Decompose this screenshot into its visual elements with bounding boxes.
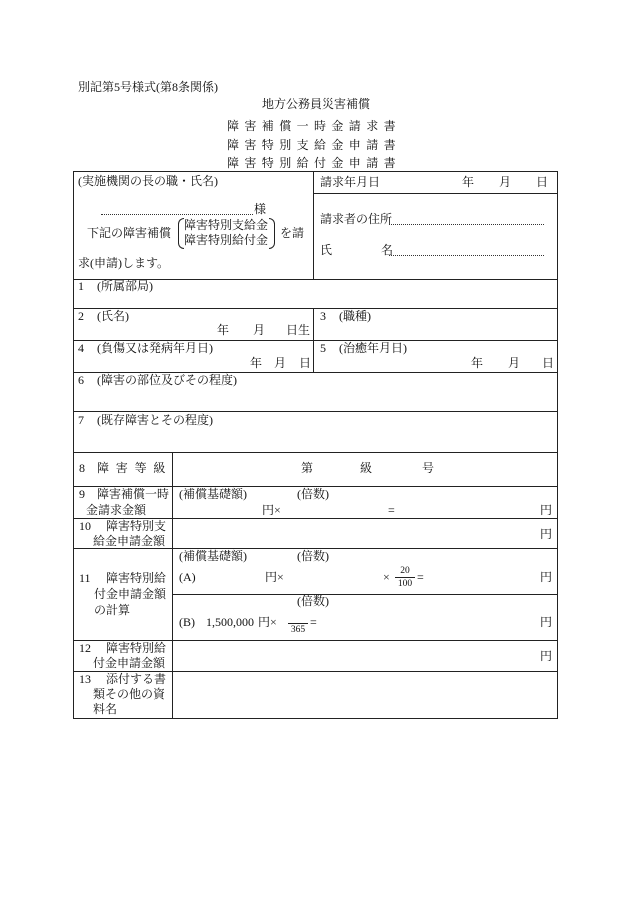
cure-year: 年	[471, 356, 484, 370]
statement-end: 求(申請)します。	[78, 256, 170, 270]
injury-date-label: (負傷又は発病年月日)	[97, 341, 213, 355]
injury-month: 月	[274, 356, 287, 370]
benefit-calc-label-line-1: 障害特別給	[106, 571, 167, 585]
birth-year: 年	[217, 323, 230, 337]
multiplier-label: (倍数)	[297, 487, 329, 501]
honorific: 様	[254, 202, 267, 216]
job-label: (職種)	[339, 309, 371, 323]
fixed-amount: 1,500,000	[206, 615, 254, 629]
item-number: 3	[320, 309, 326, 323]
special-benefit-label-line-2: 付金申請金額	[93, 656, 166, 670]
lump-sum-label-line-1: 障害補償一時	[97, 487, 170, 501]
item-number: 2	[78, 309, 84, 323]
yen-unit: 円	[540, 570, 553, 584]
special-benefit-label-line-1: 障害特別給	[106, 641, 167, 655]
base-amount-label: (補償基礎額)	[179, 549, 247, 563]
request-date-day: 日	[536, 175, 549, 189]
equals-sign: =	[310, 615, 317, 629]
fraction-denominator: 365	[290, 625, 306, 635]
item-number: 12	[79, 641, 91, 655]
times-sign: ×	[383, 570, 390, 584]
form-title-lump-sum: 障害補償一時金請求書	[227, 119, 402, 133]
bracket-option-special-benefit: 障害特別給付金	[184, 233, 269, 247]
grade-unit-dai: 第	[301, 461, 314, 475]
item-number: 1	[78, 279, 84, 293]
birth-month: 月	[253, 323, 266, 337]
birth-day: 日生	[286, 323, 311, 337]
form-title-special-allowance: 障害特別支給金申請書	[227, 138, 402, 152]
item-number: 4	[78, 341, 84, 355]
yen-unit: 円	[540, 527, 553, 541]
multiplier-label: (倍数)	[297, 549, 329, 563]
request-date-month: 月	[499, 175, 512, 189]
item-number: 5	[320, 341, 326, 355]
item-number: 6	[78, 373, 84, 387]
yen-unit: 円	[540, 649, 553, 663]
calc-tag-a: (A)	[179, 570, 196, 584]
name-label: (氏名)	[97, 309, 129, 323]
grade-unit-go: 号	[422, 461, 435, 475]
fraction-numerator: 20	[400, 566, 410, 576]
base-amount-label: (補償基礎額)	[179, 487, 247, 501]
attachments-label-line-1: 添付する書	[106, 672, 167, 686]
attachments-label-line-2: 類その他の資	[93, 687, 166, 701]
claimant-address-label: 請求者の住所	[320, 212, 393, 226]
yen-times: 円×	[262, 503, 281, 517]
yen-times: 円×	[258, 615, 277, 629]
claimant-name-label-1: 氏	[320, 243, 333, 257]
existing-disability-label: (既存障害とその程度)	[97, 413, 213, 427]
table-frame	[73, 171, 558, 719]
cure-month: 月	[508, 356, 521, 370]
special-allowance-label-line-1: 障害特別支	[106, 519, 167, 533]
special-allowance-label-line-2: 給金申請金額	[93, 534, 166, 548]
form-reference: 別記第5号様式(第8条関係)	[78, 80, 218, 94]
yen-times: 円×	[265, 570, 284, 584]
grade-label: 障害等級	[97, 461, 173, 475]
item-number: 8	[79, 461, 85, 475]
request-date-label: 請求年月日	[320, 175, 381, 189]
equals-sign: =	[417, 570, 424, 584]
dept-label: (所属部局)	[97, 279, 153, 293]
injury-year: 年	[250, 356, 263, 370]
yen-unit: 円	[540, 615, 553, 629]
item-number: 10	[79, 519, 91, 533]
claimant-name-label-2: 名	[381, 243, 394, 257]
statement-prefix: 下記の障害補償	[87, 226, 172, 240]
fraction-denominator: 100	[397, 579, 413, 589]
multiplier-label: (倍数)	[297, 594, 329, 608]
form-title-special-benefit: 障害特別給付金申請書	[227, 156, 402, 170]
lump-sum-label-line-2: 金請求金額	[86, 503, 147, 517]
calc-tag-b: (B)	[179, 615, 195, 629]
request-date-year: 年	[462, 175, 475, 189]
benefit-calc-label-line-2: 付金申請金額	[94, 587, 167, 601]
statement-suffix: を請	[280, 226, 305, 240]
bracket-option-special-allowance: 障害特別支給金	[184, 218, 269, 232]
equals-sign: =	[388, 503, 395, 517]
law-title: 地方公務員災害補償	[262, 97, 371, 111]
item-number: 11	[79, 571, 91, 585]
disability-label: (障害の部位及びその程度)	[97, 373, 237, 387]
cure-date-label: (治癒年月日)	[339, 341, 407, 355]
benefit-calc-label-line-3: の計算	[94, 603, 131, 617]
injury-day: 日	[299, 356, 312, 370]
yen-unit: 円	[540, 503, 553, 517]
addressee-label: (実施機関の長の職・氏名)	[78, 174, 218, 188]
cure-day: 日	[542, 356, 555, 370]
item-number: 9	[79, 487, 85, 501]
attachments-label-line-3: 料名	[93, 702, 118, 716]
item-number: 7	[78, 413, 84, 427]
grade-unit-kyu: 級	[360, 461, 373, 475]
item-number: 13	[79, 672, 91, 686]
